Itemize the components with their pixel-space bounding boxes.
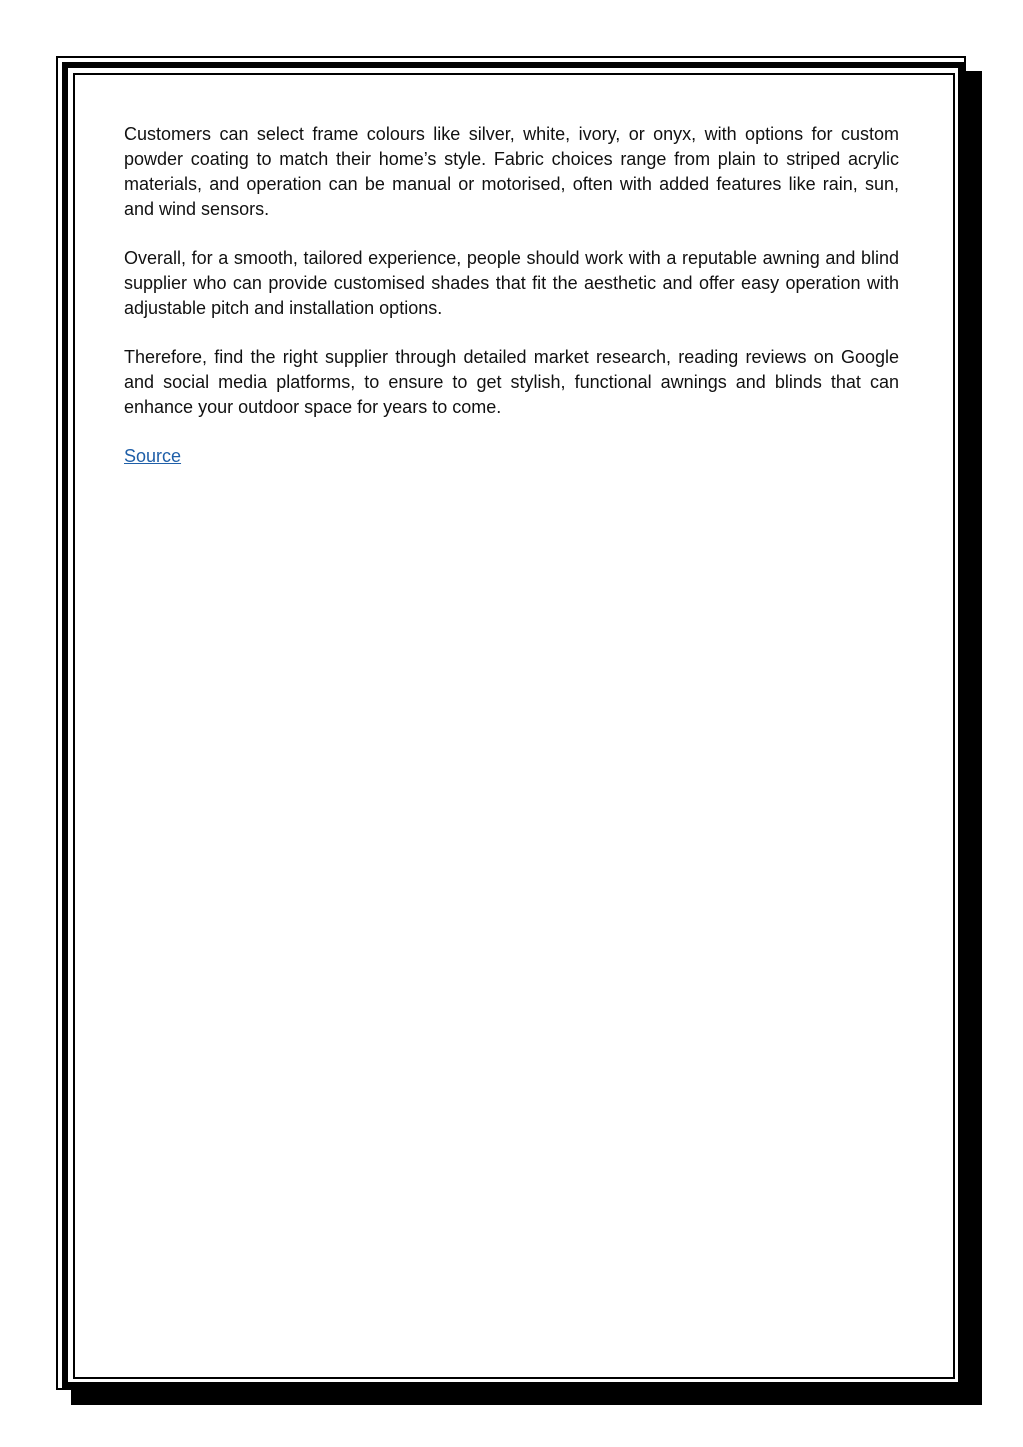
source-link[interactable]: Source	[124, 446, 182, 466]
paragraph-market-research: Therefore, find the right supplier through detailed market research, reading reviews on Google and social media platforms, to ensure to get stylish, functional awnings and blinds that can enhance your outdoor space for years to come.	[124, 347, 899, 417]
paragraph-frame-colours: Customers can select frame colours like silver, white, ivory, or onyx, with options for custom powder coating to match their home’s style. Fabric choices range from plain to striped acrylic materials, and operation can be manual or motorised, often with added features like rain, sun, and wind sensors.	[124, 124, 899, 219]
document-body	[124, 122, 899, 469]
paragraph-supplier-experience: Overall, for a smooth, tailored experience, people should work with a reputable awning and blind supplier who can provide customised shades that fit the aesthetic and offer easy operation with adjustable pitch and installation options.	[124, 248, 899, 318]
